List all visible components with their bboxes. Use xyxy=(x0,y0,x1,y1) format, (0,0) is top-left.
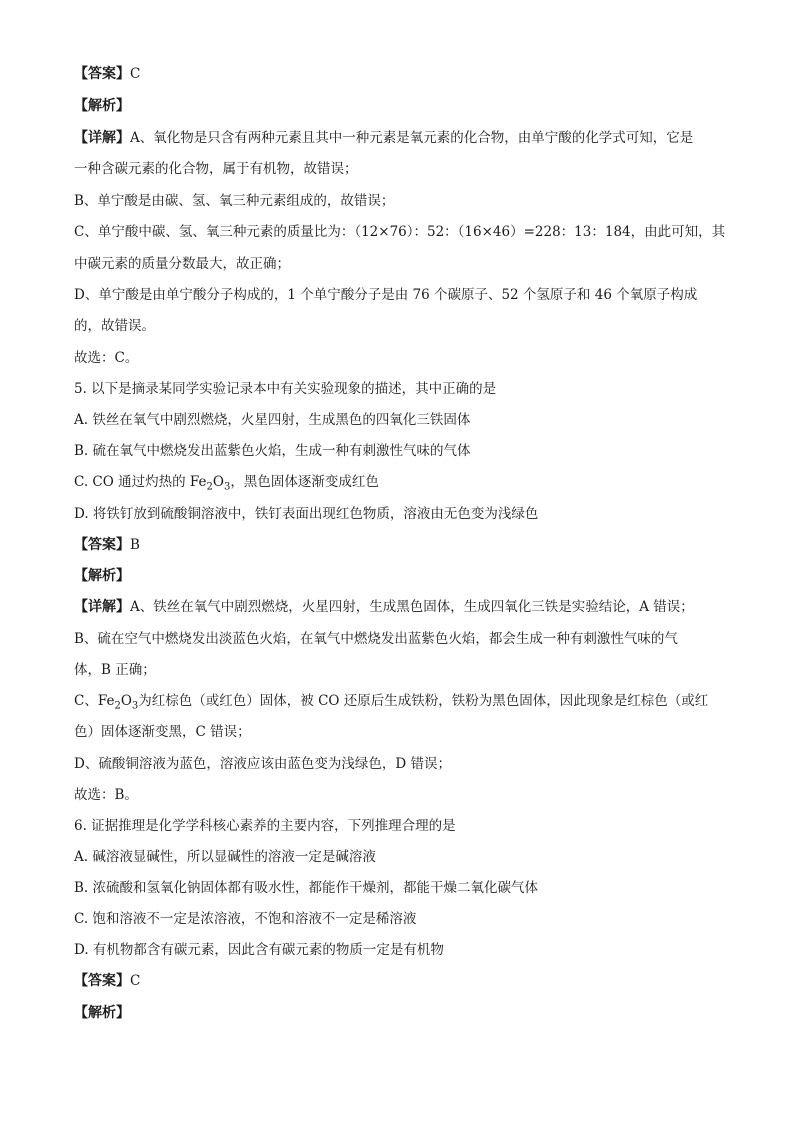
q4-option-d-explanation-1: D、单宁酸是由单宁酸分子构成的，1 个单宁酸分子是由 76 个碳原子、52 个氢原子和 46 个氧原子构成 xyxy=(74,287,698,303)
q4-choice: 故选：C。 xyxy=(74,350,139,366)
answer-value: B xyxy=(130,537,140,553)
q5-answer-line xyxy=(74,535,724,555)
q5-analysis-line xyxy=(74,566,724,586)
analysis-tag: 【解析】 xyxy=(74,98,130,114)
analysis-tag: 【解析】 xyxy=(74,568,130,584)
answer-value: C xyxy=(130,973,141,989)
q5-option-c xyxy=(74,472,724,492)
detail-tag: 【详解】 xyxy=(74,130,130,146)
q5-detail-c-mid: O xyxy=(120,693,132,709)
q4-answer-line xyxy=(74,64,724,84)
subscript: 3 xyxy=(131,700,139,712)
subscript: 2 xyxy=(206,481,213,493)
q4-option-b-explanation: B、单宁酸是由碳、氢、氧三种元素组成的，故错误； xyxy=(74,193,395,209)
q6-option-d: D. 有机物都含有碳元素，因此含有碳元素的物质一定是有机物 xyxy=(74,942,444,958)
analysis-tag: 【解析】 xyxy=(74,1005,130,1021)
q5-detail-line-b2: 体，B 正确； xyxy=(74,662,156,678)
q5-detail-line-b1: B、硫在空气中燃烧发出淡蓝色火焰，在氧气中燃烧发出蓝紫色火焰，都会生成一种有刺激性气味的气 xyxy=(74,631,678,647)
q4-analysis-line xyxy=(74,96,724,116)
answer-value: C xyxy=(130,66,141,82)
q5-option-c-suffix: ，黑色固体逐渐变成红色 xyxy=(230,474,379,490)
detail-text: A、氧化物是只含有两种元素且其中一种元素是氧元素的化合物，由单宁酸的化学式可知，它是 xyxy=(130,130,694,146)
q5-detail-line-d: D、硫酸铜溶液为蓝色，溶液应该由蓝色变为浅绿色，D 错误； xyxy=(74,756,451,772)
q6-answer-line xyxy=(74,971,724,991)
q5-detail-c-suffix: 为红棕色（或红色）固体，被 CO 还原后生成铁粉，铁粉为黑色固体，因此现象是红棕色（或红 xyxy=(138,693,709,709)
q6-analysis-line xyxy=(74,1003,724,1023)
detail-tag: 【详解】 xyxy=(74,599,130,615)
q5-option-a: A. 铁丝在氧气中剧烈燃烧，火星四射，生成黑色的四氧化三铁固体 xyxy=(74,412,471,428)
q5-option-b: B. 硫在氧气中燃烧发出蓝紫色火焰，生成一种有刺激性气味的气体 xyxy=(74,443,471,459)
q4-option-c-explanation-2: 中碳元素的质量分数最大，故正确； xyxy=(74,256,290,272)
q5-option-d: D. 将铁钉放到硫酸铜溶液中，铁钉表面出现红色物质，溶液由无色变为浅绿色 xyxy=(74,506,539,522)
detail-text: A、铁丝在氧气中剧烈燃烧，火星四射，生成黑色固体，生成四氧化三铁是实验结论，A 错误； xyxy=(130,599,694,615)
q6-option-a: A. 碱溶液显碱性，所以显碱性的溶液一定是碱溶液 xyxy=(74,849,376,865)
subscript: 3 xyxy=(223,481,231,493)
q5-detail-line-c1 xyxy=(74,691,724,711)
q4-option-c-explanation-1: C、单宁酸中碳、氢、氧三种元素的质量比为：（12×76）：52：（16×46）=228：13：184，由此可知，其 xyxy=(74,224,726,240)
q4-detail-line-1 xyxy=(74,128,724,148)
q6-stem: 6. 证据推理是化学学科核心素养的主要内容，下列推理合理的是 xyxy=(74,818,456,834)
q5-stem: 5. 以下是摘录某同学实验记录本中有关实验现象的描述，其中正确的是 xyxy=(74,381,497,397)
q5-detail-line-c2: 色）固体逐渐变黑，C 错误； xyxy=(74,724,251,740)
answer-tag: 【答案】 xyxy=(74,66,130,82)
q5-option-c-prefix: C. CO 通过灼热的 Fe xyxy=(74,474,207,490)
q4-option-d-explanation-2: 的，故错误。 xyxy=(74,318,155,334)
q4-detail-line-2: 一种含碳元素的化合物，属于有机物，故错误； xyxy=(74,161,358,177)
answer-tag: 【答案】 xyxy=(74,537,130,553)
q6-option-b: B. 浓硫酸和氢氧化钠固体都有吸水性，都能作干燥剂，都能干燥二氧化碳气体 xyxy=(74,880,539,896)
q5-option-c-mid: O xyxy=(212,474,224,490)
q6-option-c: C. 饱和溶液不一定是浓溶液，不饱和溶液不一定是稀溶液 xyxy=(74,911,417,927)
answer-tag: 【答案】 xyxy=(74,973,130,989)
q5-choice: 故选：B。 xyxy=(74,787,138,803)
q5-detail-line-a xyxy=(74,597,724,617)
q5-detail-c-prefix: C、Fe xyxy=(74,693,115,709)
subscript: 2 xyxy=(114,700,121,712)
